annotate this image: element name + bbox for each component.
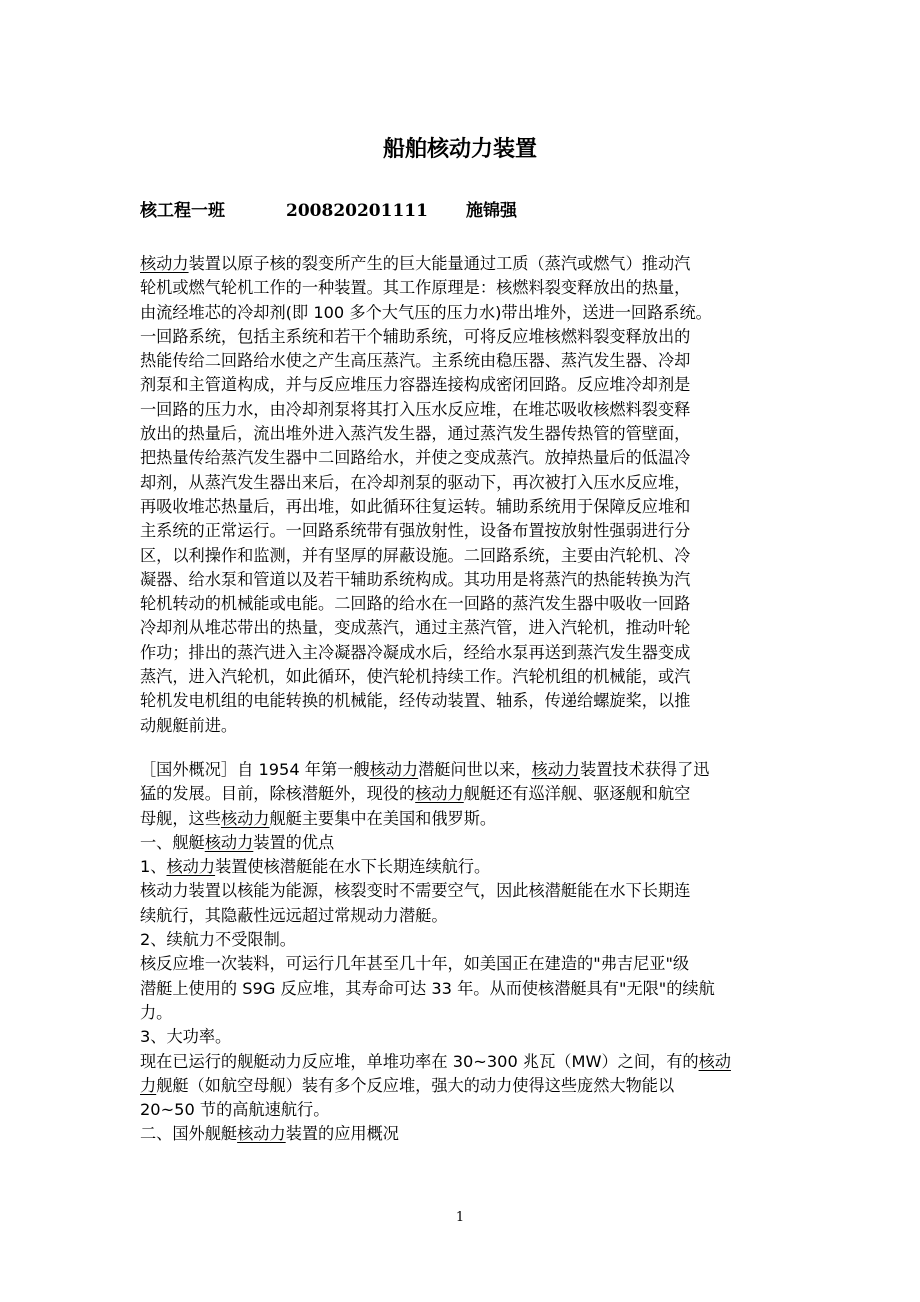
text-line [140,641,790,665]
underlined-term: 核动力 [140,254,189,273]
text-segment: 轮机或燃气轮机工作的一种装置。其工作原理是：核燃料裂变释放出的热量， [140,278,691,298]
text-line [140,1122,790,1146]
text-segment: 放出的热量后，流出堆外进入蒸汽发生器，通过蒸汽发生器传热管的管壁面， [140,424,691,444]
text-segment: 轮机发电机组的电能转换的机械能，经传动装置、轴系，传递给螺旋桨，以推 [140,691,691,711]
text-line [140,952,790,976]
text-line [140,904,790,928]
text-line [140,714,790,738]
text-line [140,689,790,713]
text-line [140,544,790,568]
text-segment: 核反应堆一次装料，可运行几年甚至几十年，如美国正在建造的"弗吉尼亚"级 [140,954,690,974]
text-segment: 作功；排出的蒸汽进入主冷凝器冷凝成水后，经给水泵再送到蒸汽发生器变成 [140,642,691,662]
underlined-term: 核动力 [369,760,419,779]
text-segment: 潜艇问世以来， [418,760,532,779]
text-segment: 剂泵和主管道构成，并与反应堆压力容器连接构成密闭回路。反应堆冷却剂是 [140,375,691,395]
text-segment: 冷却剂从堆芯带出的热量，变成蒸汽，通过主蒸汽管，进入汽轮机，推动叶轮 [140,618,691,638]
text-segment: 现在已运行的舰艇动力反应堆，单堆功率在 30~300 兆瓦（MW）之间，有的 [140,1051,699,1071]
text-segment: 续航行，其隐蔽性远远超过常规动力潜艇。 [140,905,448,925]
text-line [140,301,790,325]
text-line [140,495,790,519]
text-segment: 猛的发展。目前，除核潜艇外，现役的 [140,784,416,804]
underlined-term: 核动 [698,1051,731,1071]
underlined-term: 核动力 [237,1124,286,1144]
text-line [140,1025,790,1049]
page-number: 1 [455,1210,465,1225]
text-segment: 20~50 节的高航速航行。 [140,1100,330,1120]
text-line [140,807,790,831]
text-line [140,928,790,952]
document-title: 船舶核动力装置 [382,137,537,162]
text-segment: 装置技术获得了迅 [580,760,710,779]
text-segment: 装置使核潜艇能在水下长期连续航行。 [215,857,491,877]
text-segment: 再吸收堆芯热量后，再出堆，如此循环往复运转。辅助系统用于保障反应堆和 [140,496,691,516]
text-segment: 凝器、给水泵和管道以及若干辅助系统构成。其功用是将蒸汽的热能转换为汽 [140,569,691,589]
underlined-term: 核动力 [204,832,254,852]
underlined-term: 核动力 [531,760,580,779]
author-class: 核工程一班 [140,201,225,221]
text-segment: 核动力装置以核能为能源，核裂变时不需要空气，因此核潜艇能在水下长期连 [140,881,691,901]
text-line [140,422,790,446]
text-segment: 区，以利操作和监测，并有坚厚的屏蔽设施。二回路系统，主要由汽轮机、冷 [140,545,691,565]
text-segment: 热能传给二回路给水使之产生高压蒸汽。主系统由稳压器、蒸汽发生器、冷却 [140,351,691,371]
text-line [140,252,790,276]
text-line [140,1098,790,1122]
text-segment: ［国外概况］自 1954 年第一艘 [140,760,370,779]
text-line [140,855,790,879]
text-segment: 二、国外舰艇 [140,1124,238,1144]
author-line [140,196,517,221]
text-segment: 1、 [140,857,167,877]
text-line [140,831,790,855]
text-line [140,519,790,543]
text-segment: 由流经堆芯的冷却剂(即 100 多个大气压的压力水)带出堆外，送进一回路系统。 [140,302,712,322]
underlined-term: 核动力 [166,857,216,877]
text-line [140,276,790,300]
text-line [140,1050,790,1074]
text-segment: 母舰，这些 [140,808,221,828]
text-segment: 潜艇上使用的 S9G 反应堆，其寿命可达 33 年。从而使核潜艇具有"无限"的续航 [140,978,715,998]
text-segment: 蒸汽，进入汽轮机，如此循环，使汽轮机持续工作。汽轮机组的机械能，或汽 [140,667,691,687]
text-line [140,349,790,373]
text-segment: 装置以原子核的裂变所产生的巨大能量通过工质（蒸汽或燃气）推动汽 [188,254,691,273]
text-line [140,758,790,782]
text-segment: 力。 [140,1002,173,1022]
text-line [140,1001,790,1025]
underlined-term: 核动力 [220,808,270,828]
text-segment: 装置的优点 [253,832,335,852]
text-segment: 把热量传给蒸汽发生器中二回路给水，并使之变成蒸汽。放掉热量后的低温冷 [140,448,691,468]
text-line [140,471,790,495]
text-segment: 一、舰艇 [140,832,205,852]
text-segment: 装置的应用概况 [285,1124,399,1144]
text-line [140,665,790,689]
text-line [140,592,790,616]
underlined-term: 核动力 [415,784,464,804]
text-segment: 舰艇还有巡洋舰、驱逐舰和航空 [463,784,691,804]
text-line [140,879,790,903]
author-name: 施锦强 [466,201,517,221]
underlined-term: 力 [140,1075,157,1095]
text-line [140,325,790,349]
text-segment: 舰艇（如航空母舰）装有多个反应堆，强大的动力使得这些庞然大物能以 [156,1075,675,1095]
text-segment: 一回路的压力水，由冷却剂泵将其打入压水反应堆，在堆芯吸收核燃料裂变释 [140,399,691,419]
text-line [140,568,790,592]
text-line [140,446,790,470]
text-segment: 一回路系统，包括主系统和若干个辅助系统，可将反应堆核燃料裂变释放出的 [140,326,691,346]
text-segment: 3、大功率。 [140,1027,232,1047]
author-student-id: 200820201111 [286,201,428,221]
text-line [140,373,790,397]
paragraph-overview [140,758,790,1147]
text-segment: 轮机转动的机械能或电能。二回路的给水在一回路的蒸汽发生器中吸收一回路 [140,594,691,614]
text-segment: 动舰艇前进。 [140,715,238,735]
paragraph-principle [140,252,790,738]
text-line [140,977,790,1001]
text-line [140,782,790,806]
text-line [140,398,790,422]
text-line [140,1074,790,1098]
text-segment: 2、续航力不受限制。 [140,930,296,950]
text-segment: 却剂，从蒸汽发生器出来后，在冷却剂泵的驱动下，再次被打入压水反应堆， [140,472,691,492]
text-segment: 舰艇主要集中在美国和俄罗斯。 [269,808,497,828]
text-line [140,616,790,640]
text-segment: 主系统的正常运行。一回路系统带有强放射性，设备布置按放射性强弱进行分 [140,521,691,541]
